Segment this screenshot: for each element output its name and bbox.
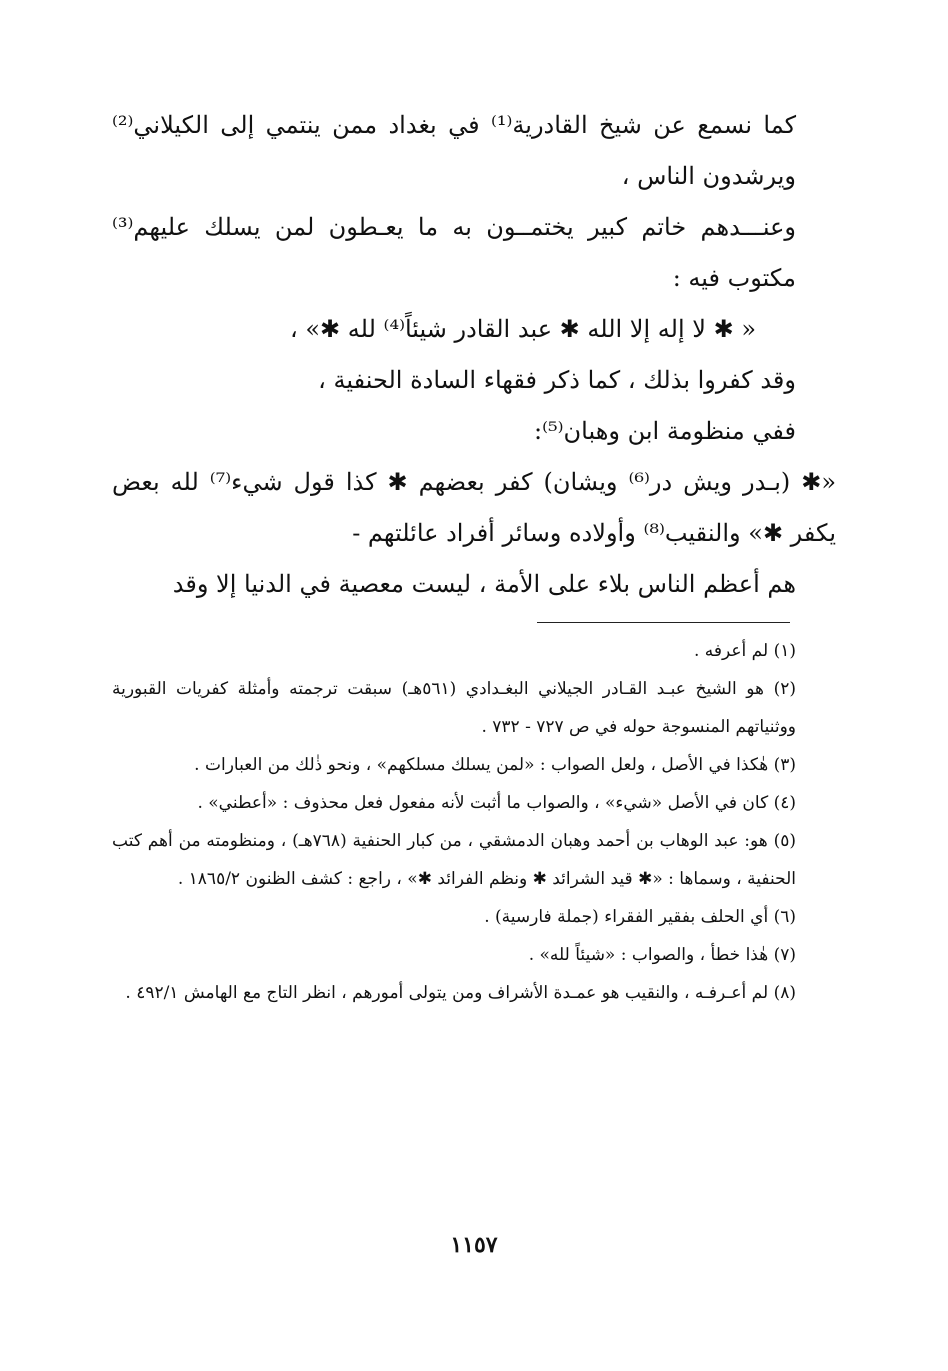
footnote-separator bbox=[537, 622, 790, 623]
poem-line: « ✱ لا إله إلا الله ✱ عبد القادر شيئاً⁽⁴⁾ لله ✱» ، bbox=[290, 315, 756, 343]
footnotes bbox=[112, 632, 836, 1012]
paragraph: وعنـــدهم خاتم كبير يختمــون به ما يعـطون لمن يسلك عليهم⁽³⁾ مكتوب فيه : bbox=[112, 213, 796, 292]
footnote: (١) لم أعرفه . bbox=[693, 641, 796, 661]
footnote: (٧) هٰذا خطأ ، والصواب : «شيئاً لله» . bbox=[528, 945, 796, 965]
footnote: (٨) لم أعـرفـه ، والنقيب هو عمـدة الأشراف ومن يتولى أمورهم ، انظر التاج مع الهامش ٤٩٢/١ . bbox=[125, 983, 796, 1003]
paragraph: كما نسمع عن شيخ القادرية⁽¹⁾ في بغداد ممن ينتمي إلى الكيلاني⁽²⁾ ويرشدون الناس ، bbox=[112, 111, 797, 190]
poem-line: «✱ (بـدر ويش در⁽⁶⁾ ويشان) كفر بعضهم ✱ كذا قول شيء⁽⁷⁾ لله بعض يكفر ✱» والنقيب⁽⁸⁾ وأولاده وسائر أفراد عائلتهم - bbox=[112, 468, 837, 547]
footnote: (٣) هٰكذا في الأصل ، ولعل الصواب : «لمن يسلك مسلكهم» ، ونحو ذٰلك من العبارات . bbox=[194, 755, 796, 775]
paragraph: ففي منظومة ابن وهبان⁽⁵⁾: bbox=[534, 417, 796, 445]
footnote: (٦) أي الحلف بفقير الفقراء (جملة فارسية) . bbox=[484, 907, 796, 927]
footnote: (٥) هو: عبد الوهاب بن أحمد وهبان الدمشقي ، من كبار الحنفية (٧٦٨هـ) ، ومنظومته من أهم كتب الحنفية ، وسماها : «✱ قيد الشرائد ✱ ونظم الفرائد ✱» ، راجع : كشف الظنون ١٨٦٥/٢ . bbox=[112, 831, 796, 889]
paragraph: هم أعظم الناس بلاء على الأمة ، ليست معصية في الدنيا إلا وقد bbox=[172, 570, 796, 598]
footnote: (٢) هو الشيخ عبـد القـادر الجيلاني البغـدادي (٥٦١هـ) سبقت ترجمته وأمثلة كفريات القبورية ووثنياتهم المنسوجة حوله في ص ٧٢٧ - ٧٣٢ . bbox=[112, 679, 796, 737]
main-text bbox=[112, 100, 836, 610]
paragraph: وقد كفروا بذلك ، كما ذكر فقهاء السادة الحنفية ، bbox=[318, 366, 796, 394]
footnote: (٤) كان في الأصل «شيء» ، والصواب ما أثبت لأنه مفعول فعل محذوف : «أعطني» . bbox=[197, 793, 796, 813]
page-number: ١١٥٧ bbox=[450, 1232, 498, 1258]
